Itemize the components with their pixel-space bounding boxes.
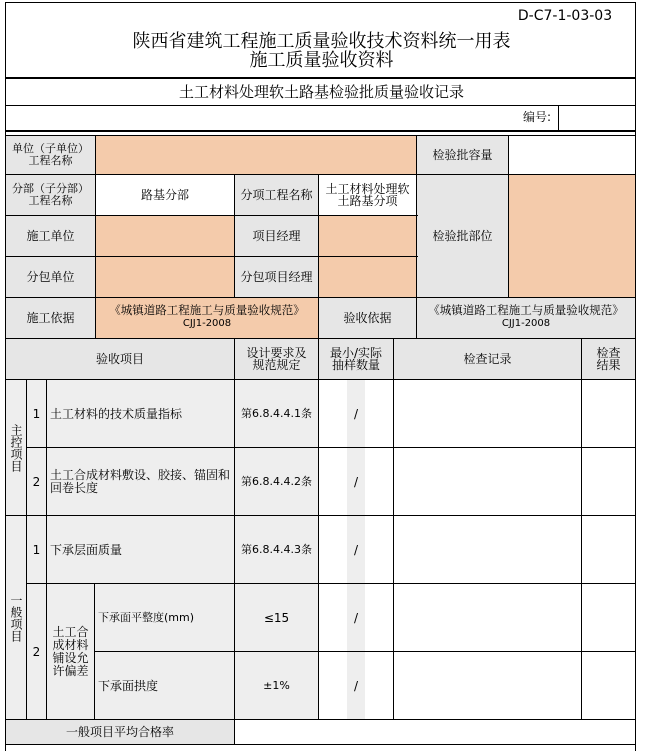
main-row-2-spec: 第6.8.4.4.2条	[241, 474, 312, 488]
column-header-record: 检查记录	[394, 339, 581, 379]
acceptance-basis-label: 验收依据	[319, 298, 416, 338]
main-row-2-number: 2	[32, 474, 41, 489]
subcontractor-field[interactable]	[96, 257, 234, 297]
main-row-2-slash: /	[353, 474, 359, 489]
general-row-2b-actual-sample[interactable]	[365, 652, 393, 719]
construction-basis-label: 施工依据	[6, 298, 95, 338]
general-row-2a-slash: /	[353, 610, 359, 625]
contractor-label: 施工单位	[6, 216, 95, 256]
general-row-1-actual-sample[interactable]	[365, 516, 393, 583]
general-row-2-sublabel: 土工合成材料铺设允许偏差	[52, 624, 89, 678]
division-name-label: 分部（子分部） 工程名称	[6, 175, 95, 215]
batch-capacity-field[interactable]	[509, 136, 635, 174]
general-row-2b-slash: /	[353, 678, 359, 693]
batch-capacity-label: 检验批容量	[417, 136, 508, 174]
general-row-1-number: 1	[32, 542, 41, 557]
general-row-1-slash: /	[353, 542, 359, 557]
subitem-name-label: 分项工程名称	[235, 175, 318, 215]
general-row-2-number: 2	[32, 644, 41, 659]
main-row-1-spec: 第6.8.4.4.1条	[241, 406, 312, 420]
main-row-2-item: 土工合成材料敷设、胶接、锚固和回卷长度	[50, 467, 231, 495]
general-row-2a-item: 下承面平整度(mm)	[98, 610, 195, 624]
subitem-name-field[interactable]: 土工材料处理软 土路基分项	[319, 175, 416, 215]
column-header-sample: 最小/实际 抽样数量	[319, 339, 393, 379]
project-manager-field[interactable]	[319, 216, 416, 256]
form-title: 土工材料处理软土路基检验批质量验收记录	[178, 82, 464, 101]
general-row-2b-spec: ±1%	[263, 678, 290, 692]
project-manager-label: 项目经理	[235, 216, 318, 256]
general-row-1-item: 下承层面质量	[50, 542, 123, 557]
check-result-column[interactable]	[582, 380, 635, 719]
subcontractor-label: 分包单位	[6, 257, 95, 297]
general-row-2a-actual-sample[interactable]	[365, 584, 393, 651]
general-row-1-spec: 第6.8.4.4.3条	[241, 542, 312, 556]
main-row-1-item: 土工材料的技术质量指标	[50, 406, 183, 421]
serial-label: 编号:	[522, 110, 552, 124]
acceptance-basis-standard: 《城镇道路工程施工与质量验收规范》	[428, 303, 624, 317]
general-pass-rate-label: 一般项目平均合格率	[6, 720, 234, 744]
main-title: 陕西省建筑工程施工质量验收技术资料统一用表	[132, 31, 511, 52]
column-header-item: 验收项目	[6, 339, 234, 379]
general-row-2a-min-sample[interactable]	[319, 584, 347, 651]
main-row-1-min-sample[interactable]	[319, 380, 347, 447]
general-row-1-min-sample[interactable]	[319, 516, 347, 583]
acceptance-basis-field	[417, 298, 635, 338]
batch-location-label: 检验批部位	[417, 175, 508, 297]
main-row-1-slash: /	[353, 406, 359, 421]
check-record-column[interactable]	[394, 380, 581, 719]
main-row-2-min-sample[interactable]	[319, 448, 347, 515]
serial-field[interactable]	[558, 107, 636, 128]
construction-basis-field[interactable]	[96, 298, 318, 338]
contractor-field[interactable]	[96, 216, 234, 256]
main-control-group-label: 主控项目	[9, 423, 23, 472]
main-row-1-number: 1	[32, 406, 41, 421]
sub-title: 施工质量验收资料	[249, 50, 394, 71]
construction-basis-code: CJJ1-2008	[182, 318, 232, 329]
sub-project-manager-field[interactable]	[319, 257, 416, 297]
general-row-2b-min-sample[interactable]	[319, 652, 347, 719]
construction-basis-standard: 《城镇道路工程施工与质量验收规范》	[109, 303, 305, 317]
sub-project-manager-label: 分包项目经理	[235, 257, 318, 297]
main-row-1-actual-sample[interactable]	[365, 380, 393, 447]
unit-name-label: 单位（子单位） 工程名称	[6, 136, 95, 174]
general-row-2a-spec: ≤15	[263, 610, 290, 625]
column-header-result: 检查 结果	[582, 339, 635, 379]
unit-name-field[interactable]	[96, 136, 416, 174]
general-group-label: 一般项目	[9, 593, 23, 642]
general-pass-rate-field[interactable]	[235, 720, 635, 744]
acceptance-basis-code: CJJ1-2008	[501, 318, 551, 329]
column-header-design: 设计要求及 规范规定	[235, 339, 318, 379]
batch-location-field[interactable]	[509, 175, 635, 297]
main-row-2-actual-sample[interactable]	[365, 448, 393, 515]
division-name-field[interactable]: 路基分部	[96, 175, 234, 215]
document-code: D-C7-1-03-03	[517, 8, 613, 24]
general-row-2b-item: 下承面拱度	[98, 678, 159, 693]
